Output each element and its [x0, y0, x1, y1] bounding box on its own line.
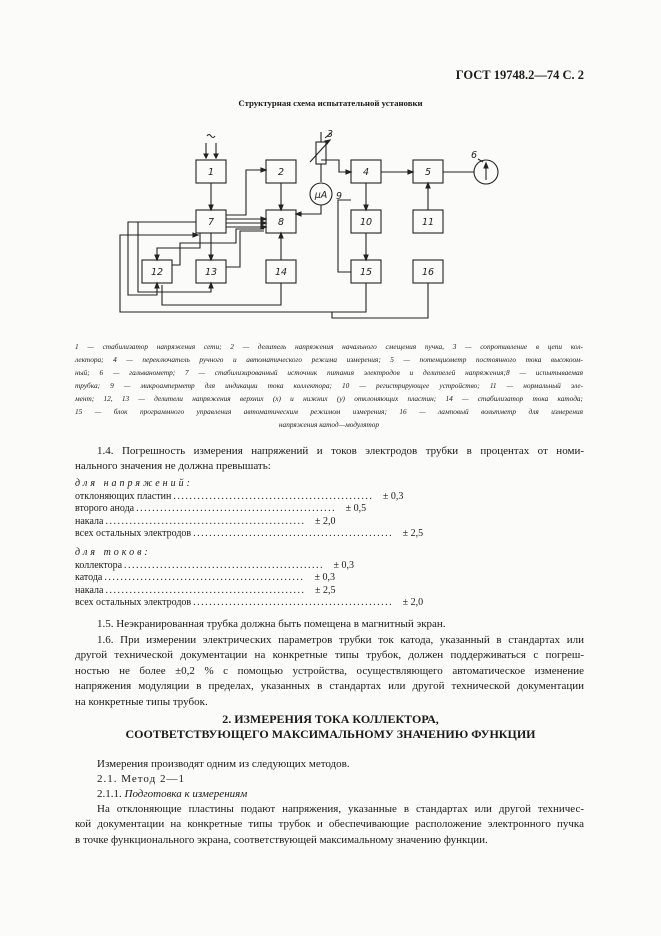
tolerance-value: ± 2,5 [314, 584, 336, 596]
section-title-line: 2. ИЗМЕРЕНИЯ ТОКА КОЛЛЕКТОРА, [222, 712, 439, 726]
tolerance-row: второго анода .................................................. ± 0,5 [75, 503, 367, 514]
block-label: 16 [421, 267, 435, 278]
block-2 [266, 160, 296, 183]
paragraph-1-4 [75, 444, 584, 475]
para-line: ностью не более ±0,2 % с помощью устройства, осуществляющего автоматическое изменение [75, 664, 584, 677]
legend-line: лектора; 4 — переключатель ручного и автоматического режима измерения; 5 — потенциометр постоянного тока высокоом- [75, 355, 583, 364]
voltage-heading: для напряжений: [75, 478, 193, 489]
section-2-title [0, 712, 661, 742]
tolerance-label: второго анода [75, 503, 135, 514]
para-line: в точке функционального экрана, соответствующей максимальному значению функции. [75, 833, 488, 846]
subsection-2-1-1 [97, 787, 584, 802]
legend-line: трубка; 9 — микроамперметр для индикации тока коллектора; 10 — регистрирующее устройство; 11 — нормальный эле- [75, 381, 583, 390]
microammeter-9 [296, 183, 342, 216]
tolerance-row: коллектора .................................................. ± 0,3 [75, 559, 355, 571]
para-line: другой технической документации на конкретные типы трубок, должен поддерживаться с погреш- [75, 649, 584, 662]
tolerance-row: катода .................................................. ± 0,3 [75, 572, 335, 583]
block-10 [351, 210, 381, 233]
paragraph-1-6 [75, 633, 584, 710]
meter-label: μA [314, 190, 328, 201]
para-line: 1.4. Погрешность измерения напряжений и токов электродов трубки в процентах от номи- [97, 445, 584, 457]
block-13 [196, 260, 226, 283]
diagram-title: Структурная схема испытательной установки [238, 98, 423, 108]
section-2-intro: Измерения производят одним из следующих методов. [97, 758, 350, 770]
tolerance-label: коллектора [75, 559, 123, 571]
block-label: 14 [274, 267, 288, 278]
tolerance-value: ± 0,3 [314, 572, 335, 583]
block-7 [196, 210, 226, 233]
legend-line: ный; 6 — гальванометр; 7 — стабилизированный источник питания электродов и делителей напряжения;8 — испытываемая [75, 368, 583, 377]
legend-line: 15 — блок программного управления автоматическим режимом измерения; 16 — ламповый вольтметр для измерения [75, 407, 583, 416]
diagram-legend [75, 340, 583, 431]
section-title-line: СООТВЕТСТВУЮЩЕГО МАКСИМАЛЬНОМУ ЗНАЧЕНИЮ ФУНКЦИИ [125, 727, 536, 741]
block-label: 10 [359, 217, 373, 228]
block-label: 4 [362, 167, 370, 178]
tolerance-row: отклоняющих пластин .................................................. ± 0,3 [75, 490, 404, 502]
tolerance-row: накала .................................................. ± 2,5 [75, 584, 336, 596]
legend-line: мент; 12, 13 — делители напряжения верхних (x) и нижних (y) отклоняющих пластин; 14 — стабилизатор тока катода; [75, 394, 583, 403]
para-line: На отклоняющие пластины подают напряжения, указанные в стандартах или другой техничес- [97, 803, 584, 815]
block-label: 12 [150, 267, 164, 278]
para-line: кой документации на конкретные типы трубок и обеспечивающие расположение электронного пучка [75, 818, 584, 831]
block-8 [266, 210, 296, 233]
page-header: ГОСТ 19748.2—74 С. 2 [455, 68, 584, 82]
block-label: 1 [207, 167, 215, 178]
block-label: 5 [424, 167, 432, 178]
para-line: нального значения не должна превышать: [75, 460, 271, 473]
current-tolerances [75, 547, 424, 610]
block-5 [413, 160, 443, 183]
tolerance-row: всех остальных электродов .................................................. ± 2,5 [75, 528, 424, 539]
method-2-1: 2.1. Метод 2—1 [97, 773, 185, 785]
para-line: на конкретные типы трубок. [75, 695, 208, 708]
block-12 [142, 260, 172, 283]
resistor-3 [310, 129, 333, 182]
tolerance-value: ± 2,0 [402, 597, 424, 608]
tolerance-label: накала [75, 584, 104, 596]
block-16 [413, 260, 443, 283]
meter-num: 9 [336, 191, 343, 202]
subsection-number: 2.1.1. [97, 788, 122, 800]
tolerance-label: накала [75, 515, 104, 527]
block-15 [351, 260, 381, 283]
ac-input [204, 135, 218, 159]
resistor-label: 3 [327, 129, 334, 140]
tolerance-value: ± 0,3 [382, 490, 404, 502]
galvanometer-6 [471, 150, 498, 184]
block-label: 7 [207, 217, 215, 228]
tolerance-value: ± 0,5 [345, 503, 367, 514]
legend-line: напряжения катод—модулятор [278, 420, 380, 429]
block-label: 8 [277, 217, 285, 228]
para-line: напряжения модуляции в пределах, указанных в стандартах или другой технической документации [75, 680, 584, 693]
paragraph-1-5: 1.5. Неэкранированная трубка должна быть помещена в магнитный экран. [97, 618, 446, 630]
section-2-body [75, 802, 584, 848]
block-label: 15 [359, 267, 373, 278]
tolerance-row: всех остальных электродов .................................................. ± 2,0 [75, 597, 424, 608]
tolerance-value: ± 2,5 [402, 528, 424, 539]
para-line: 1.6. При измерении электрических параметров трубки ток катода, указанный в стандартах или [97, 634, 584, 646]
block-14 [266, 260, 296, 283]
tolerance-value: ± 0,3 [333, 559, 355, 571]
block-label: 2 [277, 167, 285, 178]
block-diagram [0, 115, 661, 335]
block-4 [351, 160, 381, 183]
subsection-title: Подготовка к измерениям [124, 788, 248, 800]
block-label: 13 [204, 267, 218, 278]
tolerance-value: ± 2,0 [314, 515, 336, 527]
legend-line: 1 — стабилизатор напряжения сети; 2 — делитель напряжения начального смещения пучка, 3 — сопротивление в цепи кол- [75, 342, 583, 351]
tolerance-label: отклоняющих пластин [75, 490, 172, 502]
block-label: 11 [421, 217, 435, 228]
block-11 [413, 210, 443, 233]
tolerance-label: катода [75, 572, 103, 583]
tolerance-label: всех остальных электродов [75, 597, 192, 608]
block-1 [196, 160, 226, 183]
output-label: 6 [471, 150, 478, 161]
tolerance-row: накала .................................................. ± 2,0 [75, 515, 336, 527]
voltage-tolerances [75, 478, 424, 541]
tolerance-label: всех остальных электродов [75, 528, 192, 539]
current-heading: для токов: [75, 547, 151, 558]
